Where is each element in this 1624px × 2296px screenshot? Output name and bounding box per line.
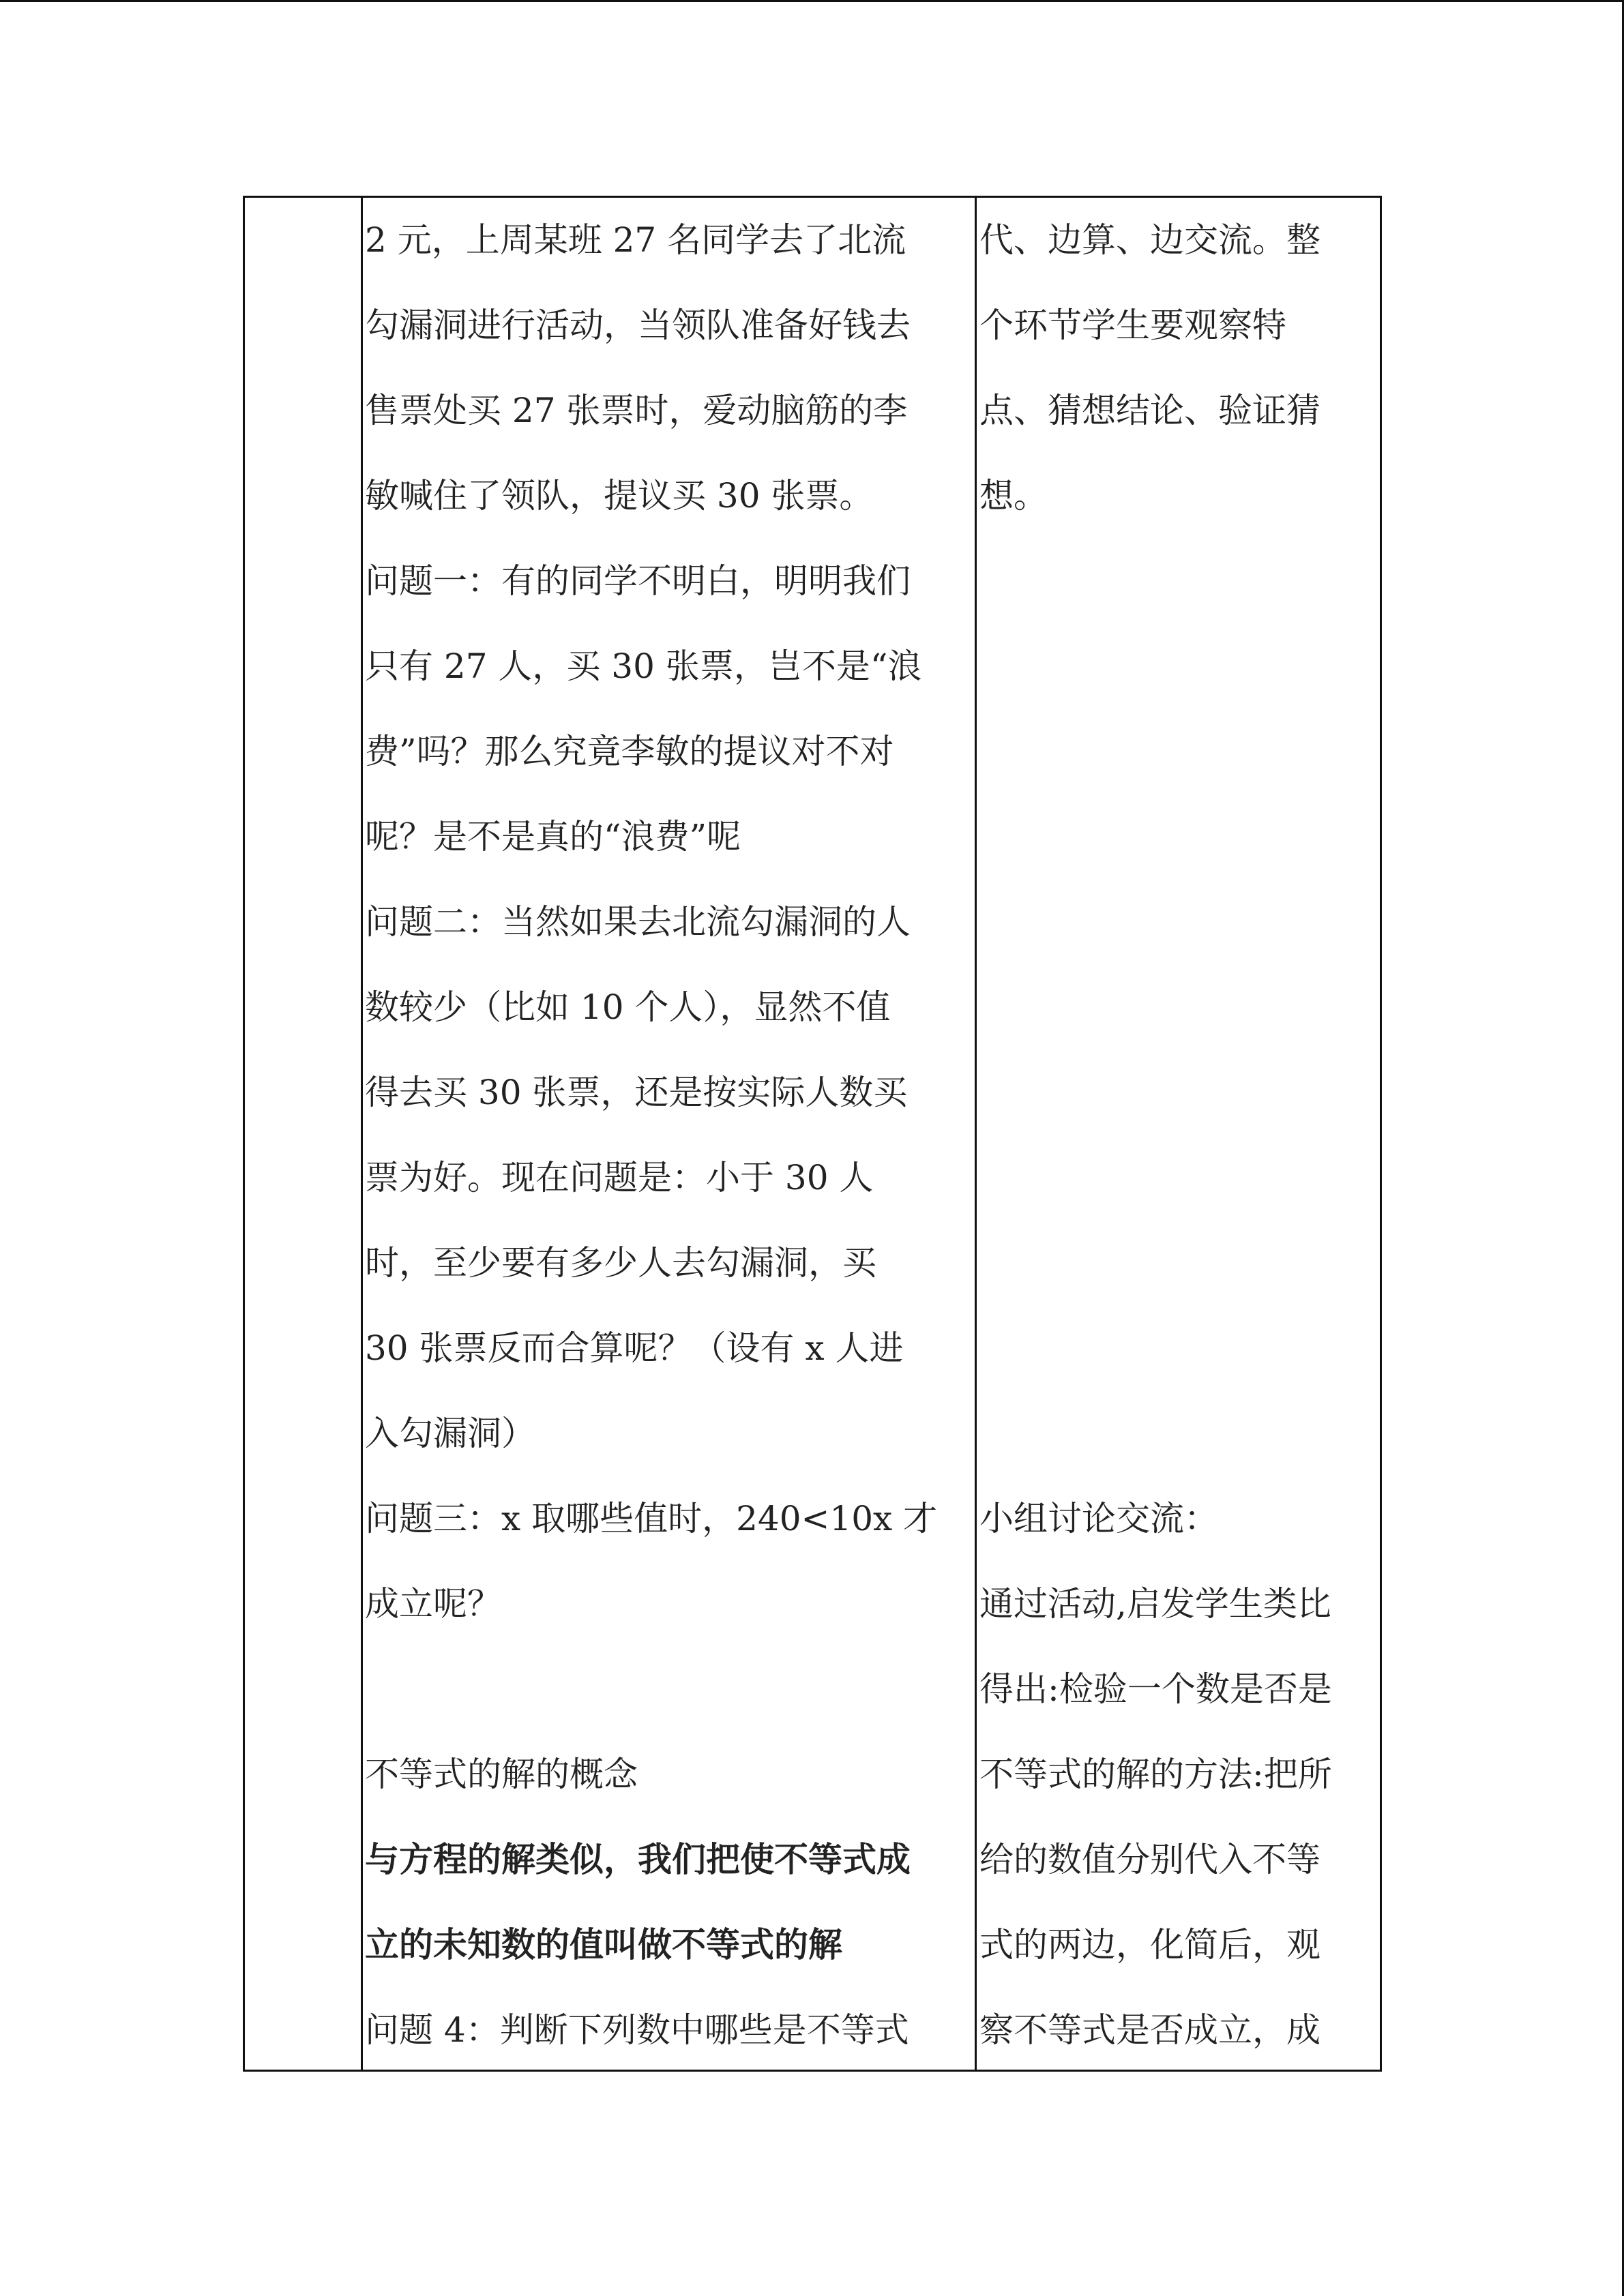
content-line: 问题 4：判断下列数中哪些是不等式 — [365, 2010, 909, 2050]
content-line: 时，至少要有多少人去勾漏洞，买 — [365, 1243, 876, 1283]
notes-line: 得出:检验一个数是否是 — [979, 1669, 1332, 1709]
notes-line: 通过活动,启发学生类比 — [979, 1584, 1331, 1624]
notes-line: 代、边算、边交流。整 — [979, 220, 1320, 260]
notes-line: 察不等式是否成立，成 — [979, 2010, 1320, 2050]
notes-line: 式的两边，化简后，观 — [979, 1925, 1320, 1965]
content-line: 30 张票反而合算呢？（设有 x 人进 — [365, 1328, 904, 1368]
content-line: 入勾漏洞） — [365, 1414, 535, 1453]
notes-line: 小组讨论交流： — [979, 1499, 1218, 1538]
table-column-divider-2 — [975, 198, 977, 2070]
page-top-border — [0, 0, 1624, 2]
content-line: 成立呢？ — [365, 1584, 501, 1624]
content-line: 问题三：x 取哪些值时，240<10x 才 — [365, 1499, 938, 1538]
content-line: 问题二：当然如果去北流勾漏洞的人 — [365, 902, 911, 942]
table-column-divider-1 — [361, 198, 363, 2070]
content-line: 敏喊住了领队，提议买 30 张票。 — [365, 476, 874, 516]
section-heading: 不等式的解的概念 — [365, 1755, 638, 1794]
content-line: 问题一：有的同学不明白，明明我们 — [365, 561, 911, 601]
content-line: 勾漏洞进行活动，当领队准备好钱去 — [365, 305, 911, 345]
notes-line: 个环节学生要观察特 — [979, 305, 1286, 345]
definition-line: 立的未知数的值叫做不等式的解 — [365, 1924, 842, 1965]
notes-line: 给的数值分别代入不等 — [979, 1840, 1320, 1879]
content-line: 呢？是不是真的“浪费”呢 — [365, 817, 741, 856]
content-line: 数较少（比如 10 个人），显然不值 — [365, 987, 891, 1027]
content-line: 得去买 30 张票，还是按实际人数买 — [365, 1073, 908, 1112]
notes-line: 不等式的解的方法:把所 — [979, 1755, 1332, 1794]
content-line: 费”吗？那么究竟李敏的提议对不对 — [365, 732, 894, 771]
notes-line: 想。 — [979, 476, 1048, 516]
lesson-plan-table — [243, 196, 1382, 2072]
notes-line: 点、猜想结论、验证猜 — [979, 391, 1320, 430]
content-line: 2 元，上周某班 27 名同学去了北流 — [365, 220, 906, 260]
content-line: 只有 27 人，买 30 张票，岂不是“浪 — [365, 646, 922, 686]
definition-line: 与方程的解类似，我们把使不等式成 — [365, 1839, 911, 1879]
content-line: 票为好。现在问题是：小于 30 人 — [365, 1158, 874, 1197]
content-line: 售票处买 27 张票时，爱动脑筋的李 — [365, 391, 908, 430]
